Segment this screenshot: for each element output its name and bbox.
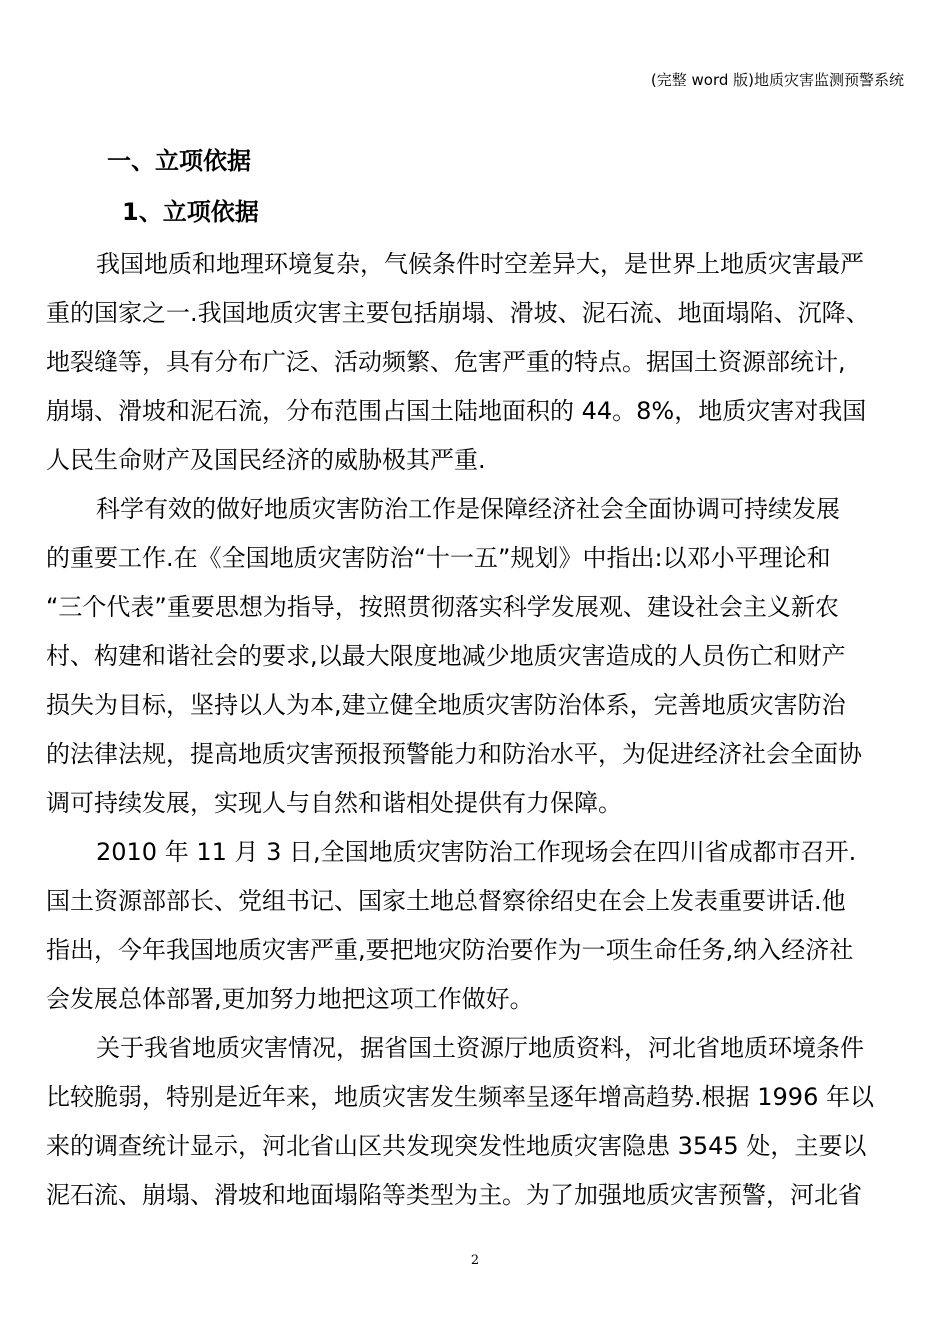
text-line: 地裂缝等，具有分布广泛、活动频繁、危害严重的特点。据国土资源部统计, <box>46 348 846 376</box>
text-line: 国土资源部部长、党组书记、国家土地总督察徐绍史在会上发表重要讲话.他 <box>46 887 846 915</box>
text-line: 来的调查统计显示，河北省山区共发现突发性地质灾害隐患 3545 处，主要以 <box>46 1132 867 1160</box>
text-line: 村、构建和谐社会的要求,以最大限度地减少地质灾害造成的人员伤亡和财产 <box>46 642 846 670</box>
text-line: 的法律法规，提高地质灾害预报预警能力和防治水平，为促进经济社会全面协 <box>46 740 862 768</box>
paragraph-conference <box>46 828 906 1024</box>
text-line: 崩塌、滑坡和泥石流，分布范围占国土陆地面积的 44。8%，地质灾害对我国 <box>46 397 867 425</box>
text-line: “三个代表”重要思想为指导，按照贯彻落实科学发展观、建设社会主义新农 <box>46 593 839 621</box>
paragraph-prevention-plan <box>46 485 906 828</box>
text-line: 泥石流、崩塌、滑坡和地面塌陷等类型为主。为了加强地质灾害预警，河北省 <box>46 1181 862 1209</box>
text-line: 人民生命财产及国民经济的威胁极其严重. <box>46 446 486 474</box>
section-heading: 一、立项依据 <box>107 147 251 175</box>
body-text <box>46 240 906 1220</box>
page-number: 2 <box>470 1253 480 1268</box>
text-line: 2010 年 11 月 3 日,全国地质灾害防治工作现场会在四川省成都市召开. <box>96 838 857 866</box>
subsection-heading: 1、立项依据 <box>122 198 259 226</box>
text-line: 损失为目标，坚持以人为本,建立健全地质灾害防治体系，完善地质灾害防治 <box>46 691 846 719</box>
text-line: 比较脆弱，特别是近年来，地质灾害发生频率呈逐年增高趋势.根据 1996 年以 <box>46 1083 874 1111</box>
paragraph-hebei-situation <box>46 1024 906 1220</box>
text-line: 指出，今年我国地质灾害严重,要把地灾防治要作为一项生命任务,纳入经济社 <box>46 936 854 964</box>
text-line: 科学有效的做好地质灾害防治工作是保障经济社会全面协调可持续发展 <box>96 495 840 523</box>
paragraph-geology-overview <box>46 240 906 485</box>
text-line: 关于我省地质灾害情况，据省国土资源厅地质资料，河北省地质环境条件 <box>96 1034 864 1062</box>
text-line: 会发展总体部署,更加努力地把这项工作做好。 <box>46 985 534 1013</box>
text-line: 重的国家之一.我国地质灾害主要包括崩塌、滑坡、泥石流、地面塌陷、沉降、 <box>46 299 870 327</box>
text-line: 调可持续发展，实现人与自然和谐相处提供有力保障。 <box>46 789 622 817</box>
page-header-title: (完整 word 版)地质灾害监测预警系统 <box>650 71 904 89</box>
text-line: 的重要工作.在《全国地质灾害防治“十一五”规划》中指出:以邓小平理论和 <box>46 544 831 572</box>
text-line: 我国地质和地理环境复杂，气候条件时空差异大，是世界上地质灾害最严 <box>96 250 864 278</box>
